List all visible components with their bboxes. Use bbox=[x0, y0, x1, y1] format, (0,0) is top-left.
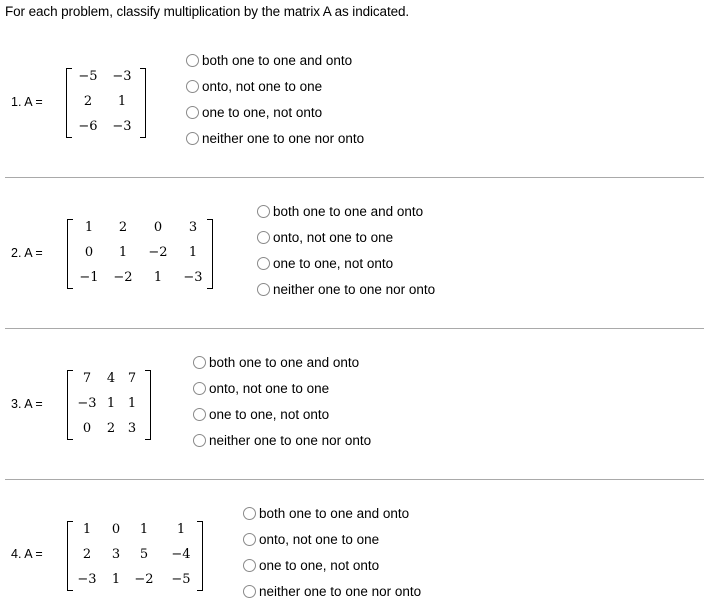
option-label: one to one, not onto bbox=[209, 407, 330, 422]
option-both-one-to-one-and-onto[interactable] bbox=[193, 355, 359, 370]
matrix-cell: 2 bbox=[82, 547, 92, 562]
matrix-cell: −6 bbox=[78, 119, 98, 134]
matrix-cell: −3 bbox=[183, 270, 203, 285]
matrix-cell: −3 bbox=[77, 572, 97, 587]
matrix-cell: −5 bbox=[171, 572, 191, 587]
option-neither[interactable] bbox=[186, 131, 364, 146]
matrix-cell: 1 bbox=[188, 245, 198, 260]
option-label: both one to one and onto bbox=[273, 204, 424, 219]
radio-button[interactable] bbox=[193, 434, 206, 447]
option-one-to-one-not-onto[interactable] bbox=[193, 407, 329, 422]
radio-button[interactable] bbox=[186, 54, 199, 67]
matrix-cell: 1 bbox=[176, 522, 186, 537]
problem-label: 1. A = bbox=[11, 95, 43, 109]
radio-button[interactable] bbox=[186, 80, 199, 93]
option-label: neither one to one nor onto bbox=[202, 131, 365, 146]
radio-button[interactable] bbox=[243, 507, 256, 520]
matrix-cell: 2 bbox=[118, 220, 128, 235]
option-onto-not-one-to-one[interactable] bbox=[186, 79, 322, 94]
matrix-cell: 1 bbox=[139, 522, 149, 537]
radio-button[interactable] bbox=[257, 231, 270, 244]
option-label: onto, not one to one bbox=[259, 532, 380, 547]
matrix-cell: 3 bbox=[127, 421, 137, 436]
matrix-cell: 3 bbox=[188, 220, 198, 235]
problem-label: 3. A = bbox=[11, 397, 43, 411]
matrix-cell: 7 bbox=[82, 371, 92, 386]
matrix-cell: −2 bbox=[148, 245, 168, 260]
matrix-cell: 5 bbox=[139, 547, 149, 562]
option-label: onto, not one to one bbox=[273, 230, 394, 245]
option-label: neither one to one nor onto bbox=[209, 433, 372, 448]
option-label: onto, not one to one bbox=[202, 79, 323, 94]
matrix-cell: 1 bbox=[106, 396, 116, 411]
matrix-a bbox=[66, 68, 146, 138]
matrix-cell: 0 bbox=[82, 421, 92, 436]
option-both-one-to-one-and-onto[interactable] bbox=[257, 204, 423, 219]
option-onto-not-one-to-one[interactable] bbox=[257, 230, 393, 245]
option-one-to-one-not-onto[interactable] bbox=[186, 105, 322, 120]
radio-button[interactable] bbox=[243, 533, 256, 546]
matrix-cell: −3 bbox=[112, 119, 132, 134]
option-label: neither one to one nor onto bbox=[259, 584, 422, 599]
matrix-cell: 1 bbox=[111, 572, 121, 587]
matrix-cell: 1 bbox=[117, 94, 127, 109]
option-label: both one to one and onto bbox=[259, 506, 410, 521]
matrix-cell: 0 bbox=[153, 220, 163, 235]
matrix-cell: 7 bbox=[127, 371, 137, 386]
radio-button[interactable] bbox=[186, 106, 199, 119]
option-neither[interactable] bbox=[257, 282, 435, 297]
option-both-one-to-one-and-onto[interactable] bbox=[186, 53, 352, 68]
problem-label: 4. A = bbox=[11, 547, 43, 561]
radio-button[interactable] bbox=[193, 408, 206, 421]
matrix-cell: −2 bbox=[134, 572, 154, 587]
option-one-to-one-not-onto[interactable] bbox=[243, 558, 379, 573]
option-neither[interactable] bbox=[243, 584, 421, 599]
radio-button[interactable] bbox=[193, 382, 206, 395]
matrix-cell: −3 bbox=[77, 396, 97, 411]
option-label: onto, not one to one bbox=[209, 381, 330, 396]
matrix-cell: 1 bbox=[118, 245, 128, 260]
matrix-cell: 4 bbox=[106, 371, 116, 386]
matrix-cell: −2 bbox=[113, 270, 133, 285]
matrix-cell: 2 bbox=[83, 94, 93, 109]
divider bbox=[5, 479, 704, 480]
matrix-a bbox=[67, 370, 151, 440]
divider bbox=[5, 177, 704, 178]
radio-button[interactable] bbox=[243, 585, 256, 598]
matrix-a bbox=[67, 219, 213, 289]
radio-button[interactable] bbox=[186, 132, 199, 145]
matrix-a bbox=[67, 521, 203, 591]
instruction-text: For each problem, classify multiplication by the matrix A as indicated. bbox=[5, 4, 410, 19]
matrix-cell: 1 bbox=[127, 396, 137, 411]
matrix-cell: 0 bbox=[84, 245, 94, 260]
option-onto-not-one-to-one[interactable] bbox=[243, 532, 379, 547]
option-label: one to one, not onto bbox=[273, 256, 394, 271]
matrix-cell: −5 bbox=[78, 69, 98, 84]
matrix-cell: −4 bbox=[171, 547, 191, 562]
problem-label: 2. A = bbox=[11, 246, 43, 260]
divider bbox=[5, 328, 704, 329]
matrix-cell: 1 bbox=[153, 270, 163, 285]
matrix-cell: 0 bbox=[111, 522, 121, 537]
matrix-cell: 3 bbox=[111, 547, 121, 562]
radio-button[interactable] bbox=[257, 283, 270, 296]
matrix-cell: 1 bbox=[84, 220, 94, 235]
option-onto-not-one-to-one[interactable] bbox=[193, 381, 329, 396]
radio-button[interactable] bbox=[257, 205, 270, 218]
option-label: one to one, not onto bbox=[259, 558, 380, 573]
matrix-cell: 1 bbox=[82, 522, 92, 537]
radio-button[interactable] bbox=[193, 356, 206, 369]
option-label: both one to one and onto bbox=[202, 53, 353, 68]
radio-button[interactable] bbox=[243, 559, 256, 572]
matrix-cell: 2 bbox=[106, 421, 116, 436]
option-label: both one to one and onto bbox=[209, 355, 360, 370]
matrix-cell: −1 bbox=[79, 270, 99, 285]
option-neither[interactable] bbox=[193, 433, 371, 448]
option-both-one-to-one-and-onto[interactable] bbox=[243, 506, 409, 521]
option-label: one to one, not onto bbox=[202, 105, 323, 120]
option-label: neither one to one nor onto bbox=[273, 282, 436, 297]
option-one-to-one-not-onto[interactable] bbox=[257, 256, 393, 271]
matrix-cell: −3 bbox=[112, 69, 132, 84]
radio-button[interactable] bbox=[257, 257, 270, 270]
